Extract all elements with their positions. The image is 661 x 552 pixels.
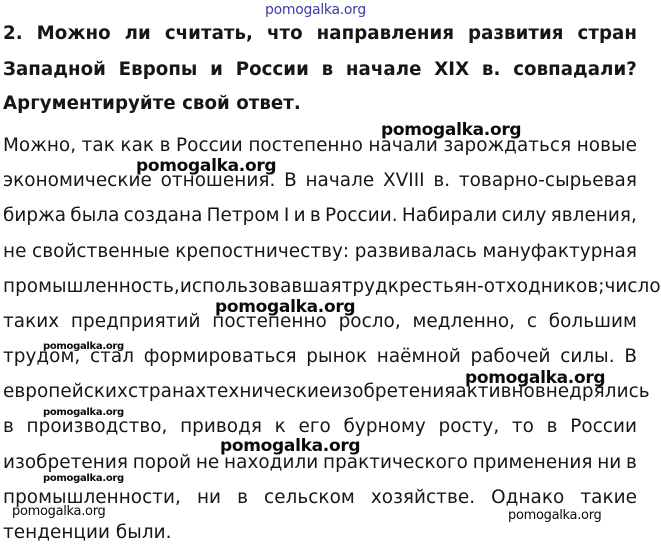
word: начале bbox=[345, 59, 422, 80]
word: XVIII bbox=[382, 170, 425, 191]
word: к bbox=[274, 416, 286, 437]
word: рабочей bbox=[470, 346, 551, 367]
word: число bbox=[604, 276, 661, 297]
word: постепенно bbox=[248, 135, 363, 156]
word: изобретения bbox=[3, 452, 128, 473]
word: России. bbox=[324, 205, 398, 226]
watermark: pomogalka.org bbox=[381, 120, 522, 140]
word: Можно, bbox=[3, 135, 77, 156]
watermark: pomogalka.org bbox=[43, 473, 124, 484]
watermark: pomogalka.org bbox=[465, 368, 606, 388]
answer-line-5 bbox=[3, 275, 661, 299]
word: экономические bbox=[3, 170, 152, 191]
word: его bbox=[298, 416, 331, 437]
word: Можно bbox=[36, 23, 111, 44]
word: России bbox=[176, 135, 243, 156]
answer-line-1 bbox=[3, 134, 637, 158]
word: отношения. bbox=[160, 170, 276, 191]
word: в bbox=[546, 416, 558, 437]
answer-line-12: тенденции были. bbox=[3, 522, 172, 543]
watermark: pomogalka.org bbox=[215, 297, 356, 317]
word: таких bbox=[3, 311, 60, 332]
word: рынок bbox=[306, 346, 368, 367]
word: сельском bbox=[264, 487, 355, 508]
word: постепенно bbox=[212, 311, 327, 332]
word: росту, bbox=[438, 416, 500, 437]
word: развития bbox=[468, 23, 564, 44]
word: ни bbox=[597, 452, 622, 473]
word: в bbox=[3, 416, 14, 437]
word: трудом, bbox=[3, 346, 81, 367]
word: Европы bbox=[118, 59, 198, 80]
word: в bbox=[159, 135, 171, 156]
word: как bbox=[120, 135, 155, 156]
word: товарно-сырьевая bbox=[458, 170, 637, 191]
word: направления bbox=[316, 23, 455, 44]
word: с bbox=[526, 311, 537, 332]
word: новые bbox=[576, 135, 637, 156]
watermark: pomogalka.org bbox=[43, 341, 124, 352]
word: В bbox=[284, 170, 297, 191]
word: ни bbox=[196, 487, 222, 508]
word: I bbox=[283, 205, 290, 226]
word: развивалась bbox=[354, 241, 477, 262]
watermark: pomogalka.org bbox=[508, 508, 602, 523]
word: свойственные bbox=[32, 241, 170, 262]
word: что bbox=[266, 23, 303, 44]
word: то bbox=[511, 416, 534, 437]
word: XIX bbox=[434, 59, 470, 80]
word: стран bbox=[577, 23, 637, 44]
word: создана bbox=[123, 205, 203, 226]
word: начали bbox=[368, 135, 438, 156]
watermark-top: pomogalka.org bbox=[265, 2, 366, 18]
word: производство, bbox=[26, 416, 168, 437]
word: в. bbox=[433, 170, 451, 191]
word: формироваться bbox=[143, 346, 297, 367]
answer-line-4 bbox=[3, 240, 637, 264]
word: в bbox=[309, 205, 321, 226]
watermark: pomogalka.org bbox=[220, 436, 361, 456]
word: и bbox=[210, 59, 223, 80]
word: активно bbox=[455, 381, 535, 402]
word: начале bbox=[305, 170, 375, 191]
word: хозяйстве. bbox=[370, 487, 476, 508]
word: медленно, bbox=[412, 311, 516, 332]
answer-line-3 bbox=[3, 204, 637, 228]
word: росло, bbox=[338, 311, 401, 332]
word: странах bbox=[127, 381, 207, 402]
word: труд bbox=[341, 276, 388, 297]
word: силы. bbox=[560, 346, 615, 367]
word: ли bbox=[124, 23, 151, 44]
word: в bbox=[321, 59, 334, 80]
word: предприятий bbox=[70, 311, 201, 332]
word: считать, bbox=[164, 23, 253, 44]
word: практического bbox=[323, 452, 468, 473]
word: приводя bbox=[180, 416, 262, 437]
word: Петром bbox=[206, 205, 280, 226]
word: промышленности, bbox=[3, 487, 181, 508]
question-line-2 bbox=[3, 58, 637, 82]
word: промышленность, bbox=[3, 276, 180, 297]
word: европейских bbox=[3, 381, 128, 402]
word: такие bbox=[580, 487, 637, 508]
word: в bbox=[237, 487, 248, 508]
answer-line-2 bbox=[3, 169, 637, 193]
word: мануфактурная bbox=[482, 241, 637, 262]
word: явления, bbox=[550, 205, 637, 226]
word: применения bbox=[472, 452, 593, 473]
word: Западной bbox=[3, 59, 106, 80]
word: силу bbox=[501, 205, 547, 226]
word: в bbox=[626, 452, 637, 473]
word: в. bbox=[481, 59, 501, 80]
word: России bbox=[570, 416, 637, 437]
word: находили bbox=[224, 452, 319, 473]
word: большим bbox=[548, 311, 637, 332]
word: крепостничеству: bbox=[175, 241, 350, 262]
word: Набирали bbox=[401, 205, 498, 226]
question-line-3: Аргументируйте свой ответ. bbox=[3, 93, 301, 114]
word: совпадали? bbox=[513, 59, 637, 80]
watermark: pomogalka.org bbox=[43, 407, 124, 418]
word: наёмной bbox=[376, 346, 461, 367]
word: крестьян-отходников; bbox=[387, 276, 605, 297]
watermark: pomogalka.org bbox=[136, 156, 277, 176]
word: не bbox=[3, 241, 27, 262]
word: Однако bbox=[491, 487, 565, 508]
word: В bbox=[624, 346, 637, 367]
word: изобретения bbox=[330, 381, 456, 402]
word: технические bbox=[206, 381, 331, 402]
watermark: pomogalka.org bbox=[12, 504, 106, 519]
word: стал bbox=[89, 346, 135, 367]
word: внедрялись bbox=[534, 381, 650, 402]
word: биржа bbox=[3, 205, 67, 226]
question-line-1 bbox=[3, 22, 637, 46]
word: 2. bbox=[3, 23, 23, 44]
word: зарождаться bbox=[443, 135, 572, 156]
word: бурному bbox=[343, 416, 426, 437]
word: была bbox=[70, 205, 120, 226]
word: не bbox=[195, 452, 220, 473]
word: и bbox=[293, 205, 306, 226]
word: использовавшая bbox=[179, 276, 342, 297]
word: России bbox=[235, 59, 309, 80]
word: так bbox=[81, 135, 115, 156]
word: порой bbox=[132, 452, 192, 473]
